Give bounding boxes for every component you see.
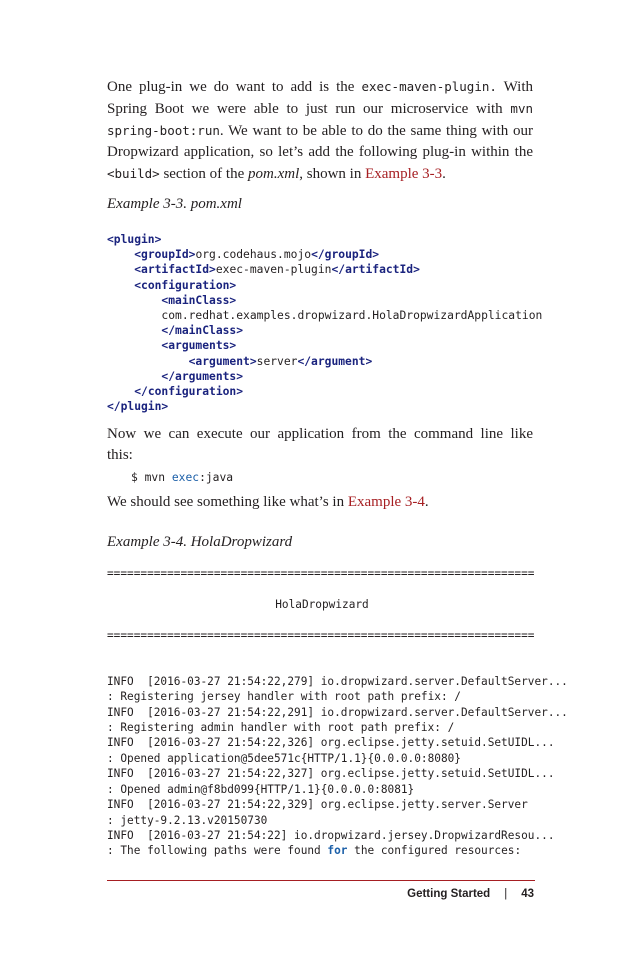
text-run: .: [442, 166, 446, 182]
text-run: Dropwizard application, so let’s add the following plug-in within the: [107, 144, 533, 160]
paragraph-line: this:: [107, 447, 133, 463]
text-run: : The following paths were found: [107, 844, 328, 858]
paragraph-line: [107, 492, 533, 513]
text-run: We should see something like what’s in: [107, 494, 348, 510]
log-line: INFO [2016-03-27 21:54:22,326] org.eclipse.jetty.setuid.SetUIDL...: [107, 736, 555, 750]
paragraph-execute-intro: [107, 424, 533, 466]
example-3-4-link[interactable]: Example 3-4: [347, 494, 425, 510]
xml-tag: </groupId>: [311, 248, 380, 262]
command-keyword: exec: [171, 471, 200, 484]
log-line: : Registering jersey handler with root path prefix: /: [107, 690, 461, 704]
holadropwizard-log-output: [107, 566, 568, 859]
xml-value: org.codehaus.mojo: [195, 248, 312, 262]
paragraph-line: [107, 163, 533, 185]
xml-tag: <plugin>: [107, 233, 162, 246]
xml-value: exec-maven-plugin: [215, 263, 332, 277]
example-3-4-caption: Example 3-4. HolaDropwizard: [107, 534, 293, 550]
log-line: INFO [2016-03-27 21:54:22,291] io.dropwizard.server.DefaultServer...: [107, 705, 568, 719]
banner-rule: ================================================================: [107, 567, 535, 580]
log-line: : Opened admin@f8bd099{HTTP/1.1}{0.0.0.0:8081}: [107, 782, 415, 796]
inline-code: exec-maven-plugin.: [361, 79, 497, 94]
inline-code: <build>: [107, 166, 160, 181]
xml-value: server: [256, 354, 298, 368]
log-line: INFO [2016-03-27 21:54:22,329] org.eclipse.jetty.server.Server: [107, 798, 528, 812]
log-line: : jetty-9.2.13.v20150730: [107, 813, 268, 827]
paragraph-line: [107, 120, 533, 142]
paragraph-expected-output: [107, 492, 533, 513]
xml-tag: <arguments>: [161, 339, 237, 353]
xml-tag: </artifactId>: [331, 263, 420, 277]
footer-section-title: Getting Started: [407, 888, 491, 900]
page-footer: [407, 888, 534, 900]
example-3-3-link[interactable]: Example 3-3: [365, 166, 443, 182]
command-args: :java: [199, 471, 234, 484]
text-run: With: [496, 79, 534, 95]
page-number: 43: [521, 888, 534, 900]
log-line: INFO [2016-03-27 21:54:22] io.dropwizard.jersey.DropwizardResou...: [107, 828, 555, 842]
xml-tag: </argument>: [297, 354, 373, 368]
mvn-exec-command: [131, 470, 571, 485]
text-run: section of the: [159, 166, 248, 182]
log-line: : Registering admin handler with root path prefix: /: [107, 721, 455, 735]
text-run: One plug-in we do want to add is the: [107, 79, 362, 95]
shell-prompt: $: [131, 471, 138, 484]
log-line: INFO [2016-03-27 21:54:22,279] io.dropwizard.server.DefaultServer...: [107, 674, 568, 688]
paragraph-line: [107, 98, 533, 120]
xml-tag: </arguments>: [161, 369, 244, 383]
xml-tag: </mainClass>: [161, 324, 244, 338]
text-run: Spring Boot we were able to just run our microservice with: [107, 101, 511, 117]
banner-title: HolaDropwizard: [275, 597, 369, 611]
footer-rule: [107, 880, 535, 881]
paragraph-line: [107, 76, 533, 98]
inline-code: mvn: [510, 101, 533, 116]
pom-xml-code-block: [107, 232, 547, 414]
text-run: .: [424, 494, 429, 510]
paragraph-line: [107, 142, 533, 163]
xml-tag: <argument>: [188, 354, 257, 368]
inline-code: spring-boot:run: [107, 123, 220, 138]
xml-tag: <mainClass>: [161, 293, 237, 307]
log-line: [107, 844, 521, 857]
text-run: , shown in: [299, 166, 366, 182]
xml-tag: </configuration>: [134, 385, 244, 399]
xml-value: com.redhat.examples.dropwizard.HolaDropwizardApplication: [161, 309, 543, 323]
command-name: mvn: [144, 471, 166, 484]
example-3-3-caption: Example 3-3. pom.xml: [107, 196, 242, 212]
xml-tag: <configuration>: [134, 278, 237, 292]
code-keyword: for: [327, 844, 348, 858]
banner-rule: ================================================================: [107, 628, 535, 642]
text-run: . We want to be able to do the same thing with our: [219, 123, 533, 139]
xml-tag: <groupId>: [134, 248, 196, 262]
log-line: : Opened application@5dee571c{HTTP/1.1}{0.0.0.0:8080}: [107, 751, 461, 765]
footer-separator: |: [504, 888, 508, 900]
paragraph-exec-plugin-intro: [107, 76, 533, 185]
paragraph-line: Now we can execute our application from the command line like: [107, 426, 533, 442]
log-line: INFO [2016-03-27 21:54:22,327] org.eclipse.jetty.setuid.SetUIDL...: [107, 767, 555, 781]
xml-tag: </plugin>: [107, 400, 169, 414]
text-run: the configured resources:: [347, 844, 522, 858]
xml-tag: <artifactId>: [134, 263, 216, 277]
emphasis-filename: pom.xml: [248, 166, 300, 182]
